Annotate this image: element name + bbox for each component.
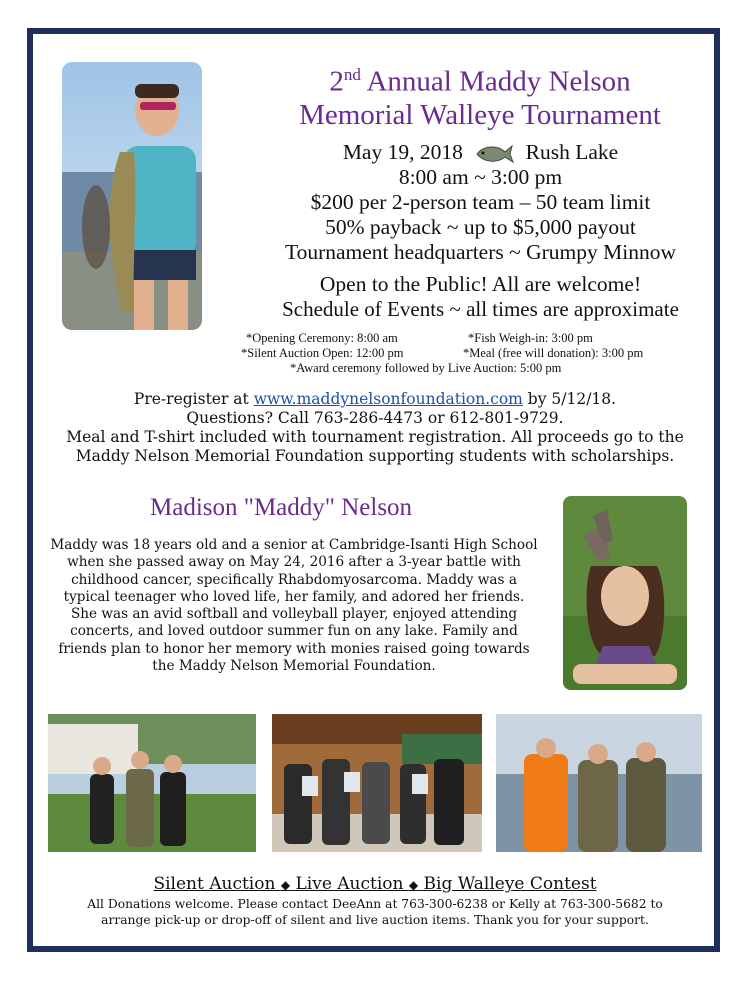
photo-group-1 — [48, 714, 256, 852]
bio-text — [40, 537, 548, 675]
schedule-opening: *Opening Ceremony: 8:00 am — [246, 331, 398, 345]
event-details — [228, 140, 733, 322]
schedule-silent-auction: *Silent Auction Open: 12:00 pm — [241, 346, 404, 360]
bio-line: She was an avid softball and volleyball player, enjoyed attending — [70, 606, 518, 623]
bio-line: when she passed away on May 24, 2016 after a 3-year battle with — [67, 554, 521, 571]
bio-line: the Maddy Nelson Memorial Foundation. — [152, 658, 436, 675]
donation-info — [45, 896, 705, 928]
auction-item-silent: Silent Auction — [153, 874, 276, 894]
registration-note-1: Meal and T-shirt included with tournament registration. All proceeds go to the — [66, 428, 684, 446]
photo-group-2 — [272, 714, 482, 852]
event-payout: 50% payback ~ up to $5,000 payout — [325, 215, 636, 240]
auction-heading — [40, 874, 710, 894]
bio-line: typical teenager who loved life, her family, and adored her friends. — [63, 588, 525, 605]
register-suffix: by 5/12/18. — [522, 390, 617, 408]
event-open: Open to the Public! All are welcome! — [319, 272, 642, 297]
foundation-link[interactable]: www.maddynelsonfoundation.com — [253, 390, 523, 408]
bio-line: concerts, and loved outdoor summer fun on any lake. Family and — [70, 623, 518, 640]
schedule-meal: *Meal (free will donation): 3:00 pm — [463, 346, 644, 360]
diamond-icon: ◆ — [408, 878, 419, 892]
title-line2: Memorial Walleye Tournament — [299, 98, 661, 131]
photo-maddy-portrait — [563, 496, 687, 690]
bio-heading: Madison "Maddy" Nelson — [150, 494, 413, 521]
schedule-weigh-in: *Fish Weigh-in: 3:00 pm — [468, 331, 593, 345]
registration-info — [40, 390, 710, 466]
event-time: 8:00 am ~ 3:00 pm — [398, 165, 563, 190]
donation-line-1: All Donations welcome. Please contact DeeAnn at 763-300-6238 or Kelly at 763-300-5682 to — [87, 897, 663, 911]
photo-group-3 — [496, 714, 702, 852]
event-location: Rush Lake — [525, 140, 619, 164]
bio-line: Maddy was 18 years old and a senior at Cambridge-Isanti High School — [50, 537, 538, 553]
schedule-heading: Schedule of Events ~ all times are approximate — [282, 297, 679, 322]
registration-note-2: Maddy Nelson Memorial Foundation supporting students with scholarships. — [75, 447, 675, 465]
fish-icon — [474, 143, 514, 165]
donation-line-2: arrange pick-up or drop-off of silent and live auction items. Thank you for your support. — [101, 913, 649, 927]
title-ordinal-suffix: nd — [343, 65, 361, 84]
title-ordinal: 2 — [329, 65, 344, 98]
auction-item-big-walleye: Big Walleye Contest — [423, 874, 597, 894]
title-line1: Annual Maddy Nelson — [360, 65, 631, 98]
tournament-title — [230, 58, 730, 132]
event-fee: $200 per 2-person team – 50 team limit — [310, 190, 651, 215]
questions-contact: Questions? Call 763-286-4473 or 612-801-9729. — [186, 409, 564, 427]
schedule-award: *Award ceremony followed by Live Auction: 5:00 pm — [290, 361, 562, 375]
event-headquarters: Tournament headquarters ~ Grumpy Minnow — [284, 240, 677, 265]
photo-girl-with-walleye — [62, 62, 202, 330]
diamond-icon: ◆ — [280, 878, 291, 892]
bio-line: friends plan to honor her memory with monies raised going towards — [58, 640, 530, 657]
bio-line: childhood cancer, specifically Rhabdomyosarcoma. Maddy was a — [71, 571, 517, 588]
register-prefix: Pre-register at — [133, 390, 254, 408]
auction-item-live: Live Auction — [295, 874, 404, 894]
event-date: May 19, 2018 — [342, 140, 463, 164]
